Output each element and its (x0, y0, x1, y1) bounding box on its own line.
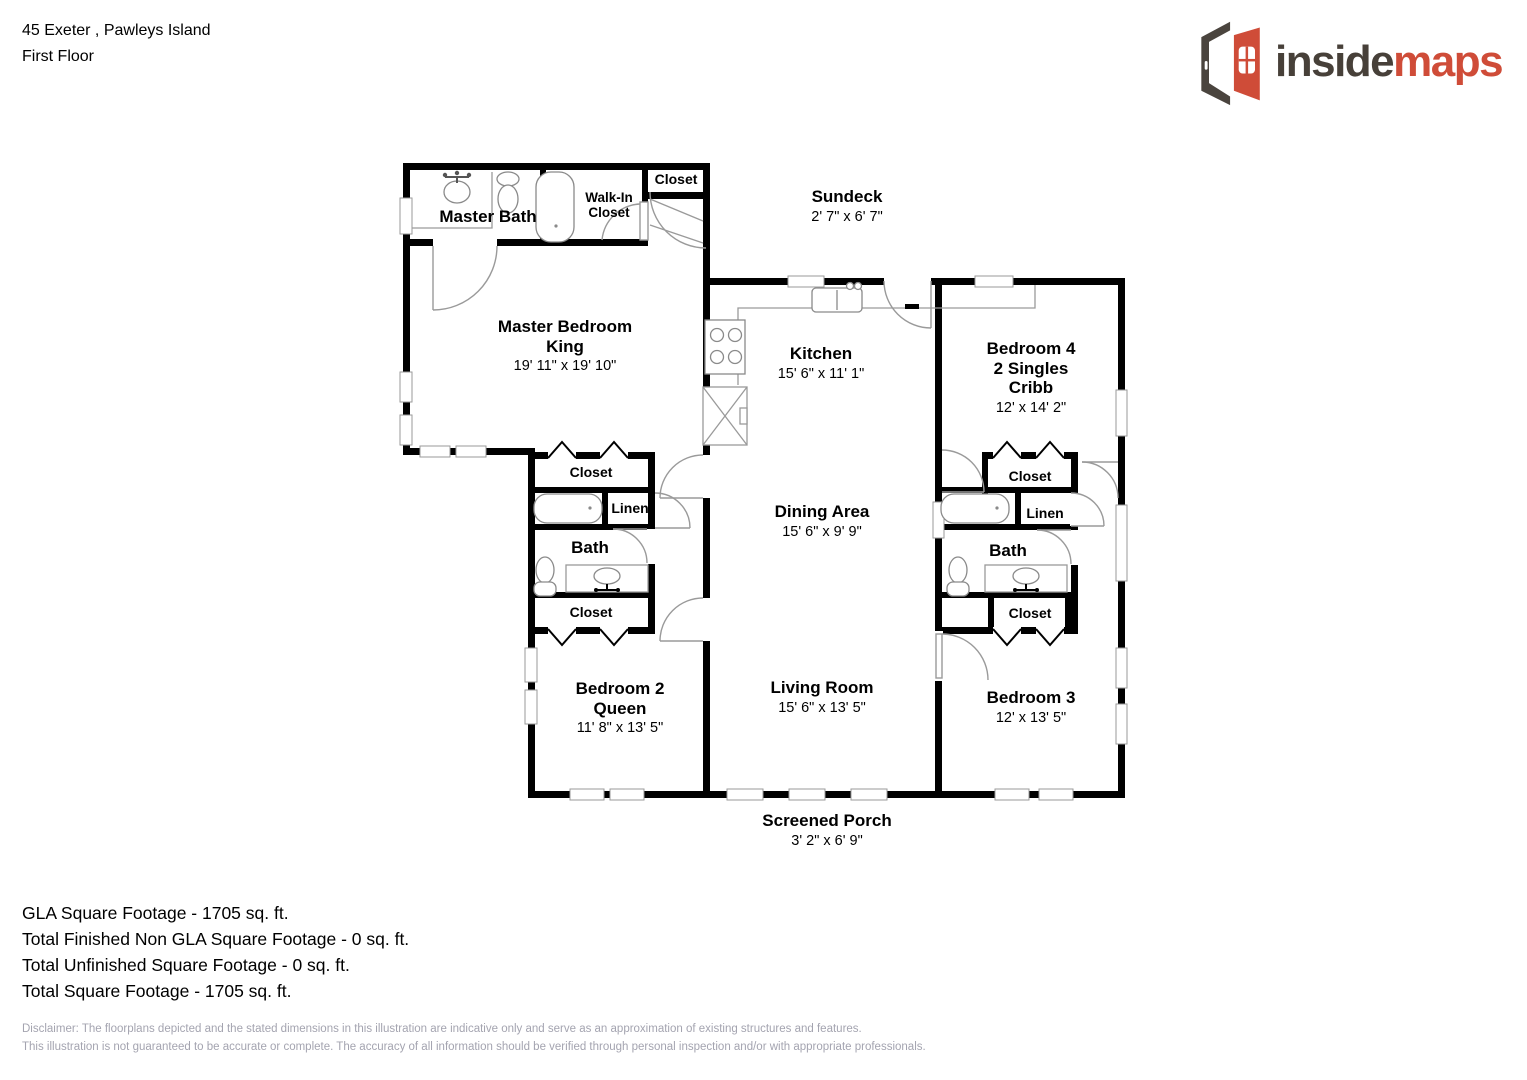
disclaimer-line-2: This illustration is not guaranteed to be accurate or complete. The accuracy of all information should be verified through personal inspection and/or with appropriate professionals. (22, 1041, 926, 1053)
disclaimer (22, 1020, 926, 1056)
page-subtitle: First Floor (22, 48, 94, 65)
room-label-bedroom4: Bedroom 4 2 Singles Cribb 12' x 14' 2" (986, 339, 1076, 416)
bathtub-icon (534, 494, 602, 523)
room-label-living-room: Living Room 15' 6" x 13' 5" (770, 678, 874, 716)
room-label-closet-mid-left: Closet (569, 464, 613, 480)
page-title: 45 Exeter , Pawleys Island (22, 22, 211, 39)
fixtures-group (412, 171, 1067, 596)
room-label-bath-right: Bath (989, 541, 1027, 560)
toilet-icon (947, 557, 969, 596)
logo-text-inside: inside (1275, 37, 1394, 86)
square-footage-summary (22, 900, 409, 1004)
room-label-linen-left: Linen (611, 500, 649, 516)
room-label-master-bath: Master Bath (439, 207, 537, 226)
summary-line-gla: GLA Square Footage - 1705 sq. ft. (22, 903, 289, 923)
logo-text-maps: maps (1393, 37, 1503, 86)
room-label-closet-top: Closet (654, 171, 698, 187)
bathtub-icon (536, 172, 574, 242)
toilet-icon (534, 557, 556, 596)
stove-icon (705, 320, 745, 374)
sink-icon (566, 565, 648, 592)
room-label-closet-mid-right: Closet (1008, 468, 1052, 484)
summary-line-total: Total Square Footage - 1705 sq. ft. (22, 981, 292, 1001)
room-label-closet-bottom-left: Closet (569, 604, 613, 620)
room-label-walk-in-closet: Walk-In Closet (585, 190, 633, 220)
summary-line-non-gla: Total Finished Non GLA Square Footage - 0 sq. ft. (22, 929, 410, 949)
room-label-bedroom2: Bedroom 2 Queen 11' 8" x 13' 5" (575, 679, 665, 736)
room-label-screened-porch: Screened Porch 3' 2" x 6' 9" (762, 811, 892, 849)
sink-icon (443, 171, 471, 203)
sink-icon (985, 565, 1067, 592)
summary-line-unfinished: Total Unfinished Square Footage - 0 sq. ft. (22, 955, 350, 975)
bathtub-icon (941, 494, 1009, 523)
utility-box-icon (703, 387, 747, 445)
room-label-sundeck: Sundeck 2' 7" x 6' 7" (811, 187, 883, 225)
disclaimer-line-1: Disclaimer: The floorplans depicted and the stated dimensions in this illustration are indicative only and serve as an approximation of existing structures and features. (22, 1023, 862, 1035)
room-label-dining-area: Dining Area 15' 6" x 9' 9" (774, 502, 870, 540)
room-label-kitchen: Kitchen 15' 6" x 11' 1" (777, 344, 865, 382)
room-label-linen-right: Linen (1026, 505, 1064, 521)
room-label-master-bedroom: Master Bedroom King 19' 11" x 19' 10" (497, 317, 633, 374)
room-label-bath-left: Bath (571, 538, 609, 557)
room-label-closet-bottom-right: Closet (1008, 605, 1052, 621)
room-label-bedroom3: Bedroom 3 12' x 13' 5" (986, 688, 1076, 726)
